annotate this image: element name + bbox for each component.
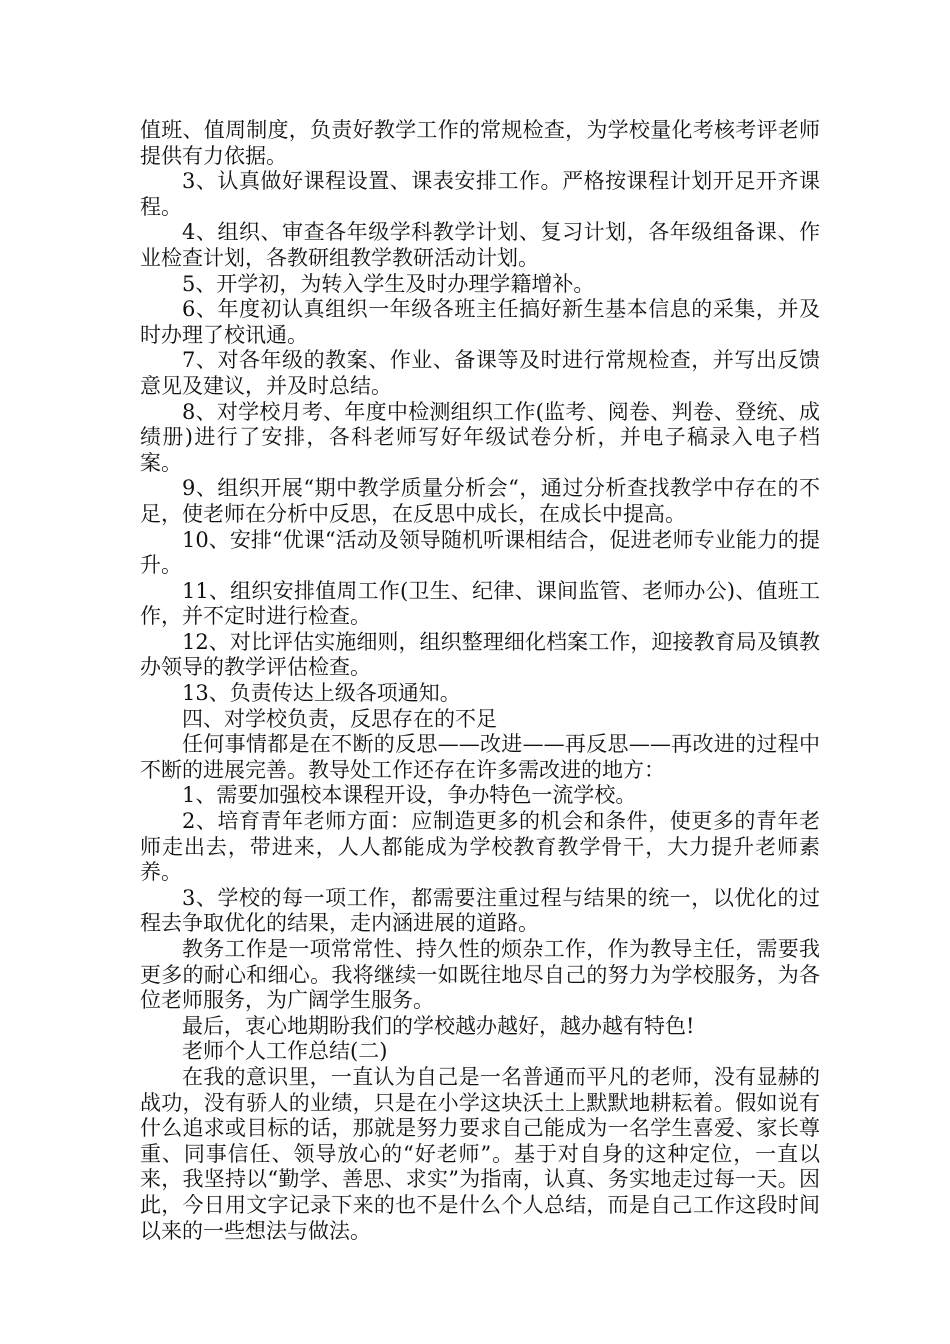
paragraph: 12、对比评估实施细则，组织整理细化档案工作，迎接教育局及镇教办领导的教学评估检查。 (140, 629, 820, 680)
paragraph: 7、对各年级的教案、作业、备课等及时进行常规检查，并写出反馈意见及建议，并及时总结。 (140, 348, 820, 398)
paragraph: 13、负责传达上级各项通知。 (182, 681, 461, 706)
paragraph: 1、需要加强校本课程开设，争办特色一流学校。 (182, 783, 637, 808)
document-body (140, 118, 820, 1244)
paragraph: 5、开学初，为转入学生及时办理学籍增补。 (182, 271, 595, 296)
paragraph: 教务工作是一项常常性、持久性的烦杂工作，作为教导主任，需要我更多的耐心和细心。我将继续一如既往地尽自己的努力为学校服务，为各位老师服务，为广阔学生服务。 (140, 937, 820, 1013)
section-heading: 老师个人工作总结(二) (182, 1039, 388, 1064)
paragraph: 8、对学校月考、年度中检测组织工作(监考、阅卷、判卷、登统、成绩册)进行了安排，各科老师写好年级试卷分析，并电子稿录入电子档案。 (140, 399, 820, 475)
paragraph: 2、培育青年老师方面：应制造更多的机会和条件，使更多的青年老师走出去，带进来，人人都能成为学校教育教学骨干，大力提升老师素养。 (140, 809, 820, 885)
paragraph: 6、年度初认真组织一年级各班主任搞好新生基本信息的采集，并及时办理了校讯通。 (140, 297, 820, 347)
paragraph: 9、组织开展“期中教学质量分析会“，通过分析查找教学中存在的不足，使老师在分析中反思，在反思中成长，在成长中提高。 (140, 476, 820, 526)
paragraph: 11、组织安排值周工作(卫生、纪律、课间监管、老师办公)、值班工作，并不定时进行检查。 (140, 578, 820, 629)
paragraph: 最后，衷心地期盼我们的学校越办越好，越办越有特色! (182, 1013, 695, 1038)
paragraph: 3、学校的每一项工作，都需要注重过程与结果的统一，以优化的过程去争取优化的结果，走内涵进展的道路。 (140, 885, 820, 936)
paragraph: 3、认真做好课程设置、课表安排工作。严格按课程计划开足开齐课程。 (140, 169, 820, 219)
section-heading: 四、对学校负责，反思存在的不足 (182, 706, 497, 731)
paragraph: 在我的意识里，一直认为自己是一名普通而平凡的老师，没有显赫的战功，没有骄人的业绩，只是在小学这块沃土上默默地耕耘着。假如说有什么追求或目标的话，那就是努力要求自己能成为一名学生喜爱、家长尊重、同事信任、领导放心的“好老师”。基于对自身的这种定位，一直以来，我坚持以“勤学、善思、求实”为指南，认真、务实地走过每一天。因此，今日用文字记录下来的也不是什么个人总结，而是自己工作这段时间以来的一些想法与做法。 (140, 1064, 820, 1243)
paragraph: 4、组织、审查各年级学科教学计划、复习计划，各年级组备课、作业检查计划，各教研组教学教研活动计划。 (140, 220, 820, 270)
paragraph: 值班、值周制度，负责好教学工作的常规检查，为学校量化考核考评老师提供有力依据。 (140, 118, 820, 168)
paragraph: 任何事情都是在不断的反思——改进——再反思——再改进的过程中不断的进展完善。教导处工作还存在许多需改进的地方： (140, 732, 820, 782)
paragraph: 10、安排“优课“活动及领导随机听课相结合，促进老师专业能力的提升。 (140, 527, 820, 578)
